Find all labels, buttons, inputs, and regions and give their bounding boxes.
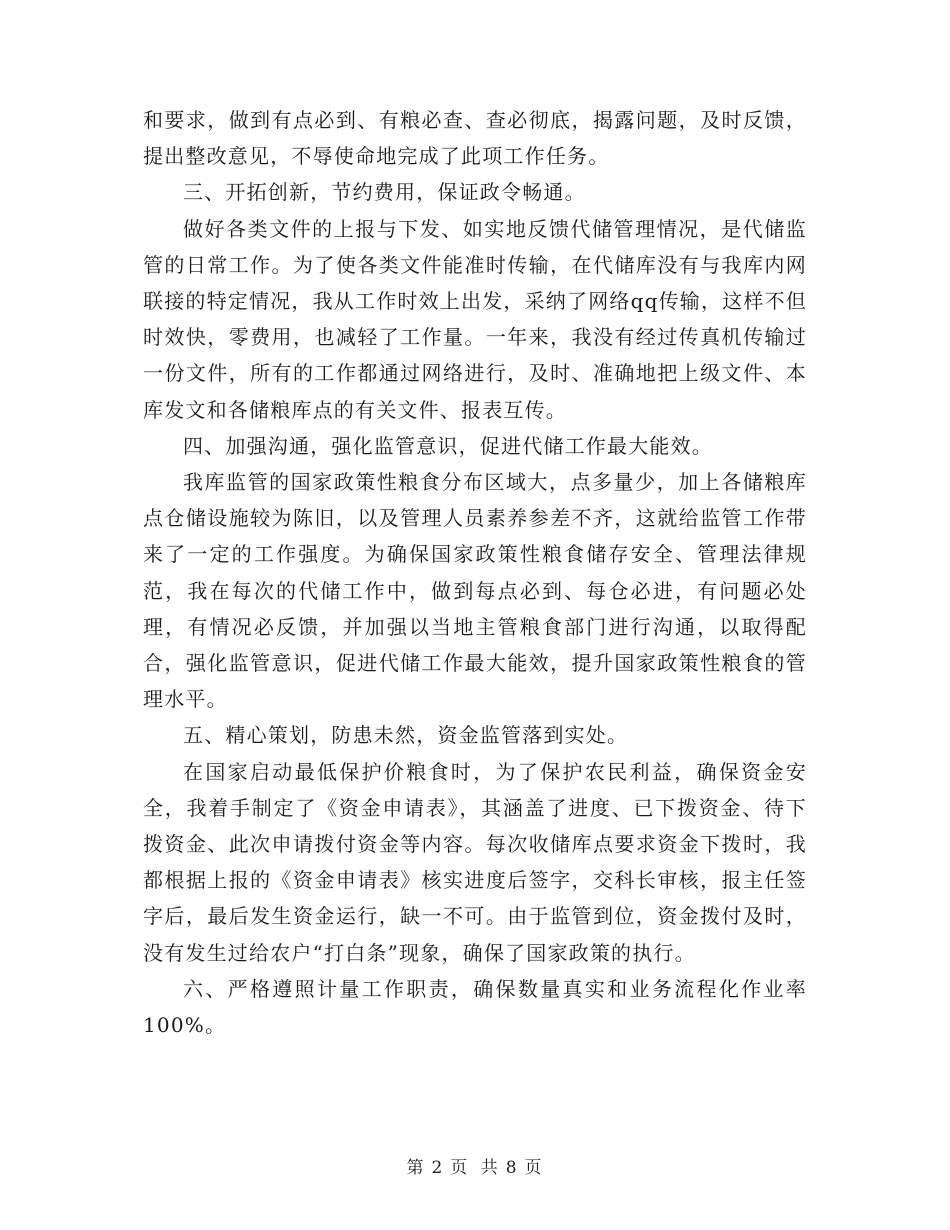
footer-mid: 页 共 <box>450 1158 500 1178</box>
footer-page-number: 2 <box>431 1158 445 1178</box>
footer-total-pages: 8 <box>505 1158 519 1178</box>
paragraph: 在国家启动最低保护价粮食时，为了保护农民利益，确保资金安全，我着手制定了《资金申请表》，其涵盖了进度、已下拨资金、待下拨资金、此次申请拨付资金等内容。每次收储库点要求资金下拨时，我都根据上报的《资金申请表》核实进度后签字，交科长审核，报主任签字后，最后发生资金运行，缺一不可。由于监管到位，资金拨付及时，没有发生过给农户“打白条”现象，确保了国家政策的执行。 <box>143 759 807 965</box>
section-heading-4: 四、加强沟通，强化监管意识，促进代储工作最大能效。 <box>183 433 713 458</box>
paragraph-continuation: 和要求，做到有点必到、有粮必查、查必彻底，揭露问题，及时反馈，提出整改意见，不辱使命地完成了此项工作任务。 <box>143 108 807 169</box>
footer-suffix: 页 <box>524 1158 544 1178</box>
paragraph: 做好各类文件的上报与下发、如实地反馈代储管理情况，是代储监管的日常工作。为了使各类文件能准时传输，在代储库没有与我库内网联接的特定情况，我从工作时效上出发，采纳了网络qq传输，这样不但时效快，零费用，也减轻了工作量。一年来，我没有经过传真机传输过一份文件，所有的工作都通过网络进行，及时、准确地把上级文件、本库发文和各储粮库点的有关文件、报表互传。 <box>143 216 808 422</box>
section-heading-3: 三、开拓创新，节约费用，保证政令畅通。 <box>183 180 586 205</box>
section-heading-6: 六、严格遵照计量工作职责，确保数量真实和业务流程化作业率100%。 <box>143 976 807 1038</box>
paragraph: 我库监管的国家政策性粮食分布区域大，点多量少，加上各储粮库点仓储设施较为陈旧，以及管理人员素养参差不齐，这就给监管工作带来了一定的工作强度。为确保国家政策性粮食储存安全、管理法律规范，我在每次的代储工作中，做到每点必到、每仓必进，有问题必处理，有情况必反馈，并加强以当地主管粮食部门进行沟通，以取得配合，强化监管意识，促进代储工作最大能效，提升国家政策性粮食的管理水平。 <box>143 470 807 712</box>
page-footer <box>0 1153 950 1178</box>
section-heading-5: 五、精心策划，防患未然，资金监管落到实处。 <box>183 723 629 748</box>
document-body <box>143 102 807 1043</box>
footer-prefix: 第 <box>406 1158 426 1178</box>
